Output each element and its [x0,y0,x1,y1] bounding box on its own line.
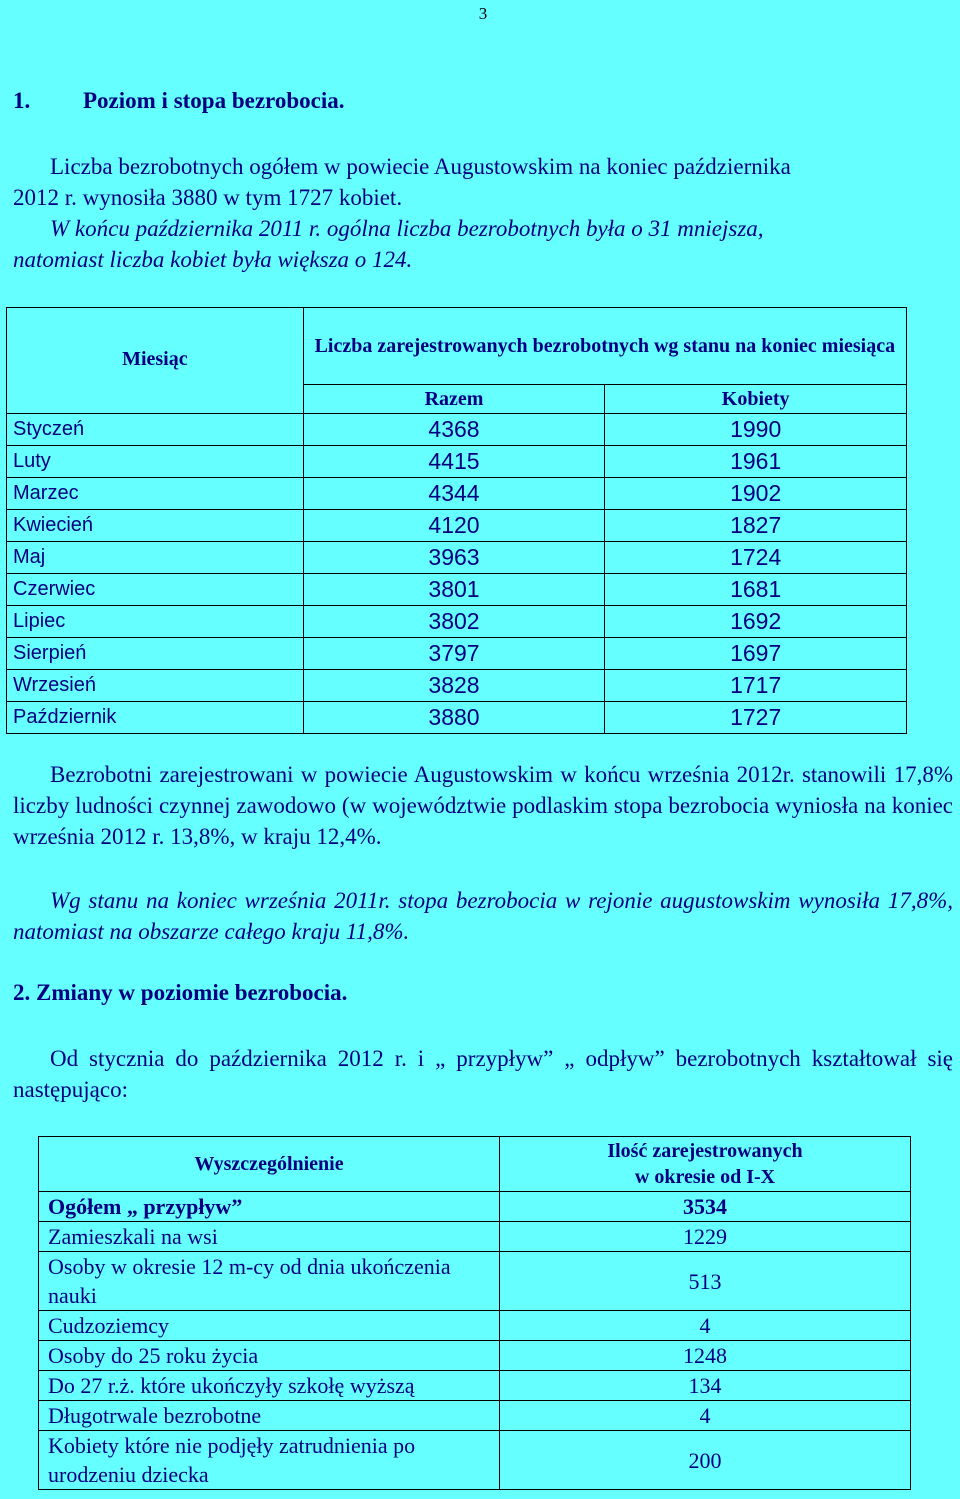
header-count-line-1: Ilość zarejestrowanych [607,1140,803,1162]
month-cell: Październik [7,702,304,734]
total-cell: 3802 [303,606,605,638]
women-cell: 1724 [605,542,907,574]
table-row [7,478,907,510]
table-row [39,1222,911,1252]
intro-line-4: natomiast liczba kobiet była większa o 124. [13,247,413,272]
item-value: 3534 [500,1192,911,1222]
women-cell: 1990 [605,414,907,446]
women-cell: 1692 [605,606,907,638]
header-month: Miesiąc [7,308,304,414]
item-label: Do 27 r.ż. które ukończyły szkołę wyższą [39,1371,500,1401]
intro-line-2: 2012 r. wynosiła 3880 w tym 1727 kobiet. [13,185,403,210]
page-number: 3 [478,4,488,23]
month-cell: Kwiecień [7,510,304,542]
item-value: 4 [500,1311,911,1341]
flow-text-first: Od stycznia do października 2012 r. i „ przypływ” „ odpływ” bezrobotnych [50,1046,801,1071]
monthly-unemployment-table [6,307,907,734]
month-cell: Marzec [7,478,304,510]
total-cell: 3963 [303,542,605,574]
item-label: Osoby do 25 roku życia [39,1341,500,1371]
month-cell: Czerwiec [7,574,304,606]
table-row [39,1431,911,1490]
month-cell: Luty [7,446,304,478]
total-cell: 4415 [303,446,605,478]
month-cell: Maj [7,542,304,574]
table-row [39,1311,911,1341]
table-row [7,542,907,574]
table-row [7,510,907,542]
intro-line-1: Liczba bezrobotnych ogółem w powiecie Augustowskim na koniec października [50,154,791,179]
section-1-number: 1. [13,88,31,113]
rate-text-rest: stanowili 17,8% liczby ludności czynnej zawodowo (w województwie podlaskim stopa bezrobocia wyniosła na koniec września 2012 r. 13,8%, w kraju 12,4%. [13,762,953,849]
item-label: Osoby w okresie 12 m-cy od dnia ukończenia nauki [39,1252,500,1311]
header-item: Wyszczególnienie [39,1137,500,1192]
table-row [39,1192,911,1222]
total-cell: 3797 [303,638,605,670]
women-cell: 1902 [605,478,907,510]
item-label: Długotrwale bezrobotne [39,1401,500,1431]
section-1-title: Poziom i stopa bezrobocia. [83,88,345,113]
total-cell: 3801 [303,574,605,606]
section-2-heading: 2. Zmiany w poziomie bezrobocia. [13,980,348,1005]
total-cell: 3828 [303,670,605,702]
table-row [39,1252,911,1311]
item-value: 513 [500,1252,911,1311]
rate-text-first: Bezrobotni zarejestrowani w powiecie Augustowskim w końcu września 2012r. [50,762,795,787]
item-label: Cudzoziemcy [39,1311,500,1341]
total-cell: 4368 [303,414,605,446]
women-cell: 1717 [605,670,907,702]
item-value: 200 [500,1431,911,1490]
section-1-heading [13,88,345,114]
women-cell: 1697 [605,638,907,670]
month-cell: Lipiec [7,606,304,638]
intro-line-3: W końcu października 2011 r. ogólna liczba bezrobotnych była o 31 mniejsza, [50,216,764,241]
total-cell: 4344 [303,478,605,510]
table-row [39,1401,911,1431]
header-count [500,1137,911,1192]
women-cell: 1961 [605,446,907,478]
item-value: 1248 [500,1341,911,1371]
item-label: Ogółem „ przypływ” [39,1192,500,1222]
flow-text-rest: kształtował się następująco: [13,1046,954,1102]
table-row [7,606,907,638]
table-row [7,638,907,670]
item-value: 1229 [500,1222,911,1252]
header-registered-group: Liczba zarejestrowanych bezrobotnych wg stanu na koniec miesiąca [303,308,906,385]
month-cell: Wrzesień [7,670,304,702]
women-cell: 1681 [605,574,907,606]
month-cell: Sierpień [7,638,304,670]
prev-text-rest: wynosiła 17,8%, natomiast na obszarze całego kraju 11,8%. [13,888,953,944]
table-row [39,1341,911,1371]
item-value: 4 [500,1401,911,1431]
inflow-table [38,1136,911,1490]
unemployment-rate-paragraph [13,759,953,852]
flow-intro-paragraph [13,1043,953,1105]
previous-year-paragraph [13,885,953,947]
item-label: Kobiety które nie podjęły zatrudnienia po urodzeniu dziecka [39,1431,500,1490]
month-cell: Styczeń [7,414,304,446]
header-women: Kobiety [605,385,907,414]
item-value: 134 [500,1371,911,1401]
prev-text-first: Wg stanu na koniec września 2011r. stopa bezrobocia w rejonie augustowskim [50,888,791,913]
table-row [7,446,907,478]
header-total: Razem [303,385,605,414]
item-label: Zamieszkali na wsi [39,1222,500,1252]
women-cell: 1827 [605,510,907,542]
women-cell: 1727 [605,702,907,734]
table-row [39,1371,911,1401]
total-cell: 4120 [303,510,605,542]
intro-paragraph [13,151,955,275]
table-row [7,574,907,606]
table-row [7,670,907,702]
table-row [7,414,907,446]
header-count-line-2: w okresie od I-X [634,1166,776,1188]
total-cell: 3880 [303,702,605,734]
table-row [7,702,907,734]
